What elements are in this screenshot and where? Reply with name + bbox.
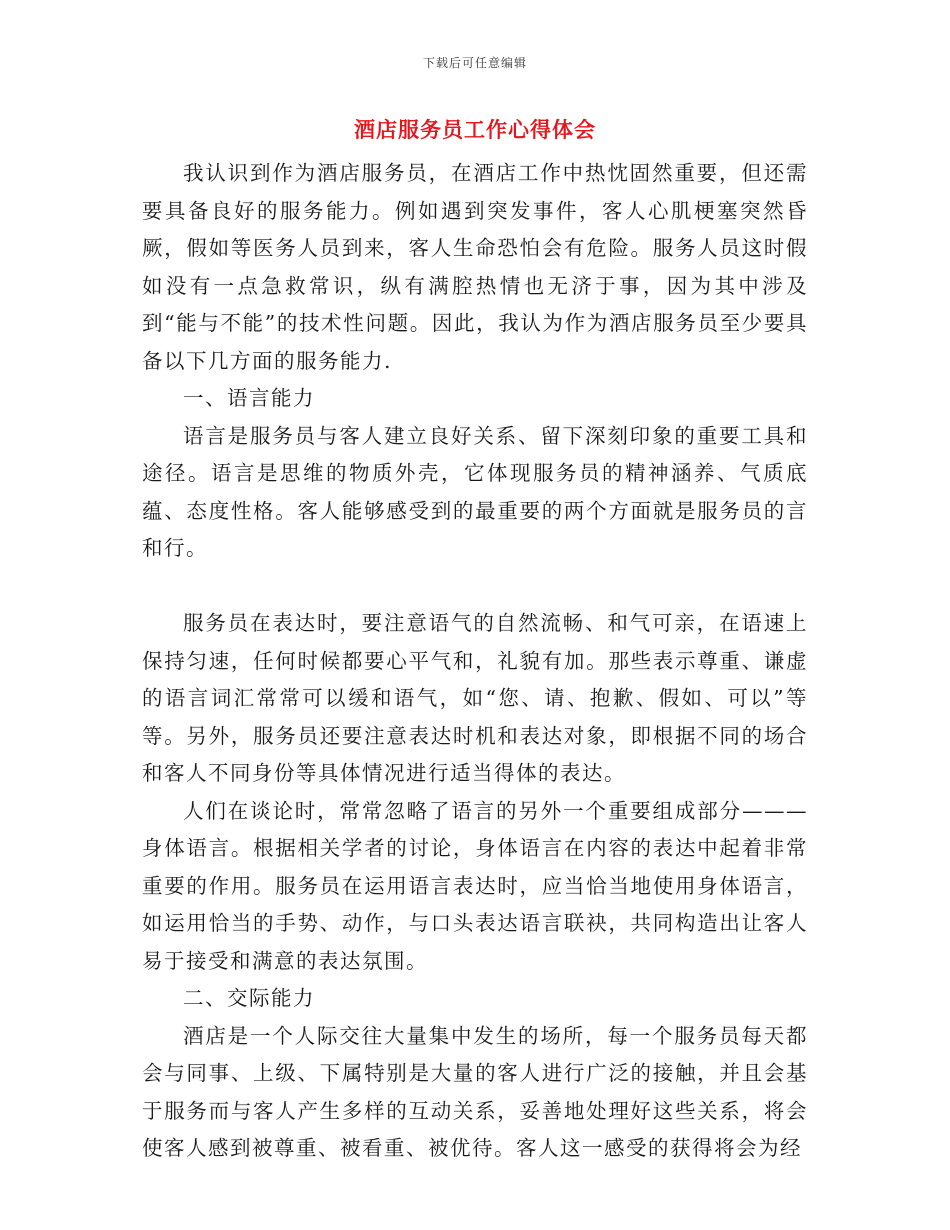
paragraph-communication: 酒店是一个人际交往大量集中发生的场所，每一个服务员每天都会与同事、上级、下属特别是大量的客人进行广泛的接触，并且会基于服务而与客人产生多样的互动关系，妥善地处理好这些关系，将会使客人感到被尊重、被看重、被优待。客人这一感受的获得将会为经: [142, 1023, 808, 1160]
section-heading-communication: 二、交际能力: [183, 986, 315, 1010]
paragraph-body-language: 人们在谈论时，常常忽略了语言的另外一个重要组成部分———身体语言。根据相关学者的讨论，身体语言在内容的表达中起着非常重要的作用。服务员在运用语言表达时，应当恰当地使用身体语言，如运用恰当的手势、动作，与口头表达语言联袂，共同构造出让客人易于接受和满意的表达氛围。: [142, 798, 808, 973]
header-note: 下载后可任意编辑: [422, 56, 527, 70]
document-title: 酒店服务员工作心得体会: [354, 117, 596, 142]
section-heading-language: 一、语言能力: [183, 386, 315, 410]
document-body: [142, 155, 808, 1168]
paragraph-intro: 我认识到作为酒店服务员，在酒店工作中热忱固然重要，但还需要具备良好的服务能力。例如遇到突发事件，客人心肌梗塞突然昏厥，假如等医务人员到来，客人生命恐怕会有危险。服务人员这时假如没有一点急救常识，纵有满腔热情也无济于事，因为其中涉及到“能与不能”的技术性问题。因此，我认为作为酒店服务员至少要具备以下几方面的服务能力.: [142, 161, 808, 373]
paragraph-language-importance: 语言是服务员与客人建立良好关系、留下深刻印象的重要工具和途径。语言是思维的物质外壳，它体现服务员的精神涵养、气质底蕴、态度性格。客人能够感受到的最重要的两个方面就是服务员的言和行。: [142, 423, 808, 560]
paragraph-expression: 服务员在表达时，要注意语气的自然流畅、和气可亲，在语速上保持匀速，任何时候都要心平气和，礼貌有加。那些表示尊重、谦虚的语言词汇常常可以缓和语气，如“您、请、抱歉、假如、可以”等等。另外，服务员还要注意表达时机和表达对象，即根据不同的场合和客人不同身份等具体情况进行适当得体的表达。: [142, 611, 808, 785]
